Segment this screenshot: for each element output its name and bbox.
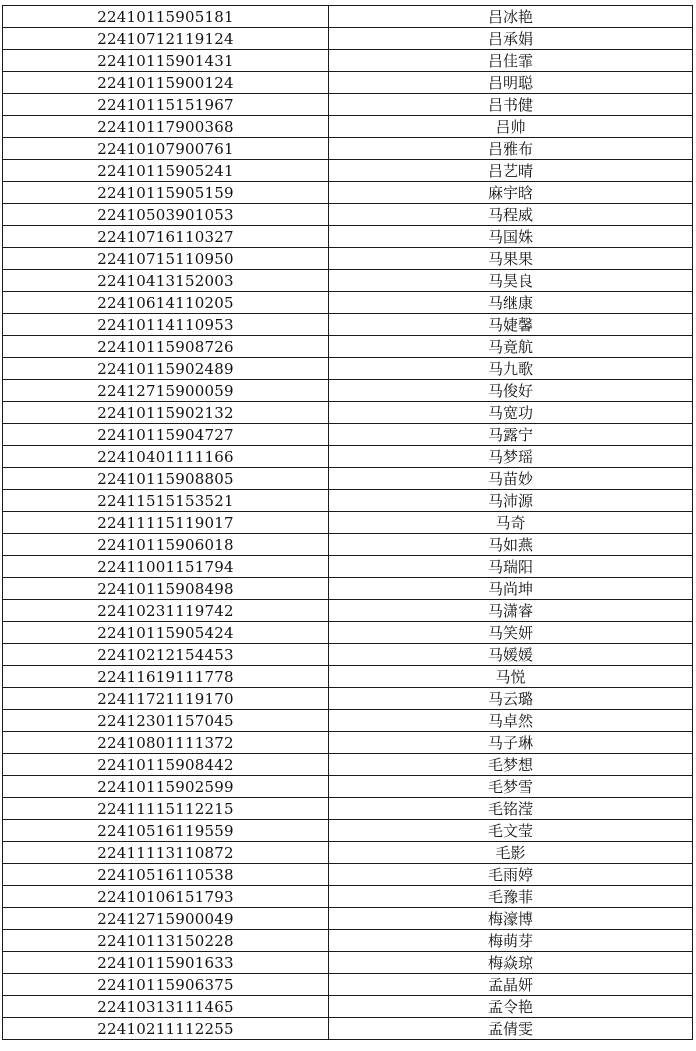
- table-row: [3, 336, 693, 358]
- table-row: [3, 600, 693, 622]
- registration-number-cell: 22410801111372: [3, 732, 329, 754]
- name-cell: 吕冰艳: [329, 6, 693, 28]
- registration-number-cell: 22410716110327: [3, 226, 329, 248]
- registration-number-cell: 22411721119170: [3, 688, 329, 710]
- table-row: [3, 226, 693, 248]
- table-row: [3, 622, 693, 644]
- registration-number-cell: 22410115902599: [3, 776, 329, 798]
- registration-number-cell: 22410113150228: [3, 930, 329, 952]
- registration-number-cell: 22411115119017: [3, 512, 329, 534]
- registration-number-cell: 22410115902489: [3, 358, 329, 380]
- name-cell: 马潇睿: [329, 600, 693, 622]
- table-row: [3, 512, 693, 534]
- table-row: [3, 710, 693, 732]
- registration-number-cell: 22410401111166: [3, 446, 329, 468]
- table-row: [3, 842, 693, 864]
- name-cell: 马继康: [329, 292, 693, 314]
- name-cell: 马俊好: [329, 380, 693, 402]
- name-cell: 毛文莹: [329, 820, 693, 842]
- name-cell: 毛豫菲: [329, 886, 693, 908]
- registration-number-cell: 22410107900761: [3, 138, 329, 160]
- table-row: [3, 534, 693, 556]
- name-cell: 马露宁: [329, 424, 693, 446]
- registration-number-cell: 22410115906018: [3, 534, 329, 556]
- registration-number-cell: 22410115908442: [3, 754, 329, 776]
- table-row: [3, 380, 693, 402]
- registration-number-cell: 22410114110953: [3, 314, 329, 336]
- registration-number-cell: 22410106151793: [3, 886, 329, 908]
- registration-number-cell: 22411515153521: [3, 490, 329, 512]
- registration-number-cell: 22410115900124: [3, 72, 329, 94]
- name-cell: 吕书健: [329, 94, 693, 116]
- table-row: [3, 182, 693, 204]
- registration-number-cell: 22411619111778: [3, 666, 329, 688]
- name-cell: 马奇: [329, 512, 693, 534]
- table-row: [3, 72, 693, 94]
- table-row: [3, 820, 693, 842]
- table-row: [3, 864, 693, 886]
- registration-number-cell: 22410516119559: [3, 820, 329, 842]
- table-row: [3, 6, 693, 28]
- name-cell: 毛雨婷: [329, 864, 693, 886]
- name-cell: 毛铭滢: [329, 798, 693, 820]
- name-cell: 孟令艳: [329, 996, 693, 1018]
- table-row: [3, 974, 693, 996]
- name-cell: 孟倩雯: [329, 1018, 693, 1040]
- name-cell: 梅濠博: [329, 908, 693, 930]
- name-cell: 吕承娟: [329, 28, 693, 50]
- name-cell: 马云璐: [329, 688, 693, 710]
- registration-number-cell: 22410115905181: [3, 6, 329, 28]
- name-cell: 马沛源: [329, 490, 693, 512]
- registration-number-cell: 22410516110538: [3, 864, 329, 886]
- name-cell: 马程威: [329, 204, 693, 226]
- table-row: [3, 314, 693, 336]
- registration-number-cell: 22410715110950: [3, 248, 329, 270]
- name-cell: 马果果: [329, 248, 693, 270]
- registration-number-cell: 22410115151967: [3, 94, 329, 116]
- name-cell: 马九歌: [329, 358, 693, 380]
- table-row: [3, 644, 693, 666]
- name-cell: 梅焱琼: [329, 952, 693, 974]
- name-cell: 马尚坤: [329, 578, 693, 600]
- table-row: [3, 996, 693, 1018]
- table-row: [3, 116, 693, 138]
- registration-number-cell: 22410115905424: [3, 622, 329, 644]
- name-cell: 马卓然: [329, 710, 693, 732]
- name-cell: 毛梦雪: [329, 776, 693, 798]
- registration-number-cell: 22410115901431: [3, 50, 329, 72]
- name-cell: 吕佳霏: [329, 50, 693, 72]
- table-row: [3, 358, 693, 380]
- registration-number-cell: 22412715900059: [3, 380, 329, 402]
- name-cell: 麻宇晗: [329, 182, 693, 204]
- name-cell: 毛梦想: [329, 754, 693, 776]
- name-cell: 马婕馨: [329, 314, 693, 336]
- registration-number-cell: 22410212154453: [3, 644, 329, 666]
- table-row: [3, 138, 693, 160]
- name-cell: 吕明聪: [329, 72, 693, 94]
- name-cell: 马竟航: [329, 336, 693, 358]
- table-row: [3, 754, 693, 776]
- table-row: [3, 886, 693, 908]
- registration-number-cell: 22410115908498: [3, 578, 329, 600]
- name-cell: 马媛媛: [329, 644, 693, 666]
- table-row: [3, 490, 693, 512]
- registration-number-cell: 22410503901053: [3, 204, 329, 226]
- name-cell: 吕艺晴: [329, 160, 693, 182]
- registration-number-cell: 22410211112255: [3, 1018, 329, 1040]
- name-cell: 孟晶妍: [329, 974, 693, 996]
- table-row: [3, 776, 693, 798]
- table-row: [3, 94, 693, 116]
- registration-number-cell: 22410712119124: [3, 28, 329, 50]
- table-row: [3, 28, 693, 50]
- roster-table: [2, 5, 693, 1040]
- table-row: [3, 424, 693, 446]
- table-row: [3, 732, 693, 754]
- registration-number-cell: 22412301157045: [3, 710, 329, 732]
- name-cell: 毛影: [329, 842, 693, 864]
- name-cell: 马宽功: [329, 402, 693, 424]
- table-row: [3, 204, 693, 226]
- registration-number-cell: 22410115901633: [3, 952, 329, 974]
- registration-number-cell: 22410115908805: [3, 468, 329, 490]
- table-row: [3, 930, 693, 952]
- registration-number-cell: 22410313111465: [3, 996, 329, 1018]
- roster-table-body: [3, 6, 693, 1040]
- registration-number-cell: 22410115904727: [3, 424, 329, 446]
- name-cell: 马子琳: [329, 732, 693, 754]
- registration-number-cell: 22410231119742: [3, 600, 329, 622]
- table-row: [3, 402, 693, 424]
- table-row: [3, 952, 693, 974]
- name-cell: 马苗妙: [329, 468, 693, 490]
- table-row: [3, 248, 693, 270]
- name-cell: 梅萌芽: [329, 930, 693, 952]
- name-cell: 马如燕: [329, 534, 693, 556]
- registration-number-cell: 22410115905241: [3, 160, 329, 182]
- table-row: [3, 270, 693, 292]
- table-row: [3, 578, 693, 600]
- table-row: [3, 50, 693, 72]
- registration-number-cell: 22410115908726: [3, 336, 329, 358]
- name-cell: 马瑞阳: [329, 556, 693, 578]
- table-row: [3, 798, 693, 820]
- table-row: [3, 556, 693, 578]
- name-cell: 吕帅: [329, 116, 693, 138]
- registration-number-cell: 22411113110872: [3, 842, 329, 864]
- registration-number-cell: 22411001151794: [3, 556, 329, 578]
- registration-number-cell: 22410115902132: [3, 402, 329, 424]
- table-row: [3, 908, 693, 930]
- registration-number-cell: 22411115112215: [3, 798, 329, 820]
- table-row: [3, 1018, 693, 1040]
- name-cell: 马国姝: [329, 226, 693, 248]
- registration-number-cell: 22410115906375: [3, 974, 329, 996]
- table-row: [3, 446, 693, 468]
- table-row: [3, 666, 693, 688]
- registration-number-cell: 22410413152003: [3, 270, 329, 292]
- table-row: [3, 468, 693, 490]
- registration-number-cell: 22410117900368: [3, 116, 329, 138]
- table-row: [3, 688, 693, 710]
- name-cell: 马笑妍: [329, 622, 693, 644]
- name-cell: 马悦: [329, 666, 693, 688]
- table-row: [3, 292, 693, 314]
- registration-number-cell: 22410614110205: [3, 292, 329, 314]
- table-row: [3, 160, 693, 182]
- registration-number-cell: 22410115905159: [3, 182, 329, 204]
- name-cell: 马梦瑶: [329, 446, 693, 468]
- registration-number-cell: 22412715900049: [3, 908, 329, 930]
- name-cell: 马昊良: [329, 270, 693, 292]
- name-cell: 吕雅布: [329, 138, 693, 160]
